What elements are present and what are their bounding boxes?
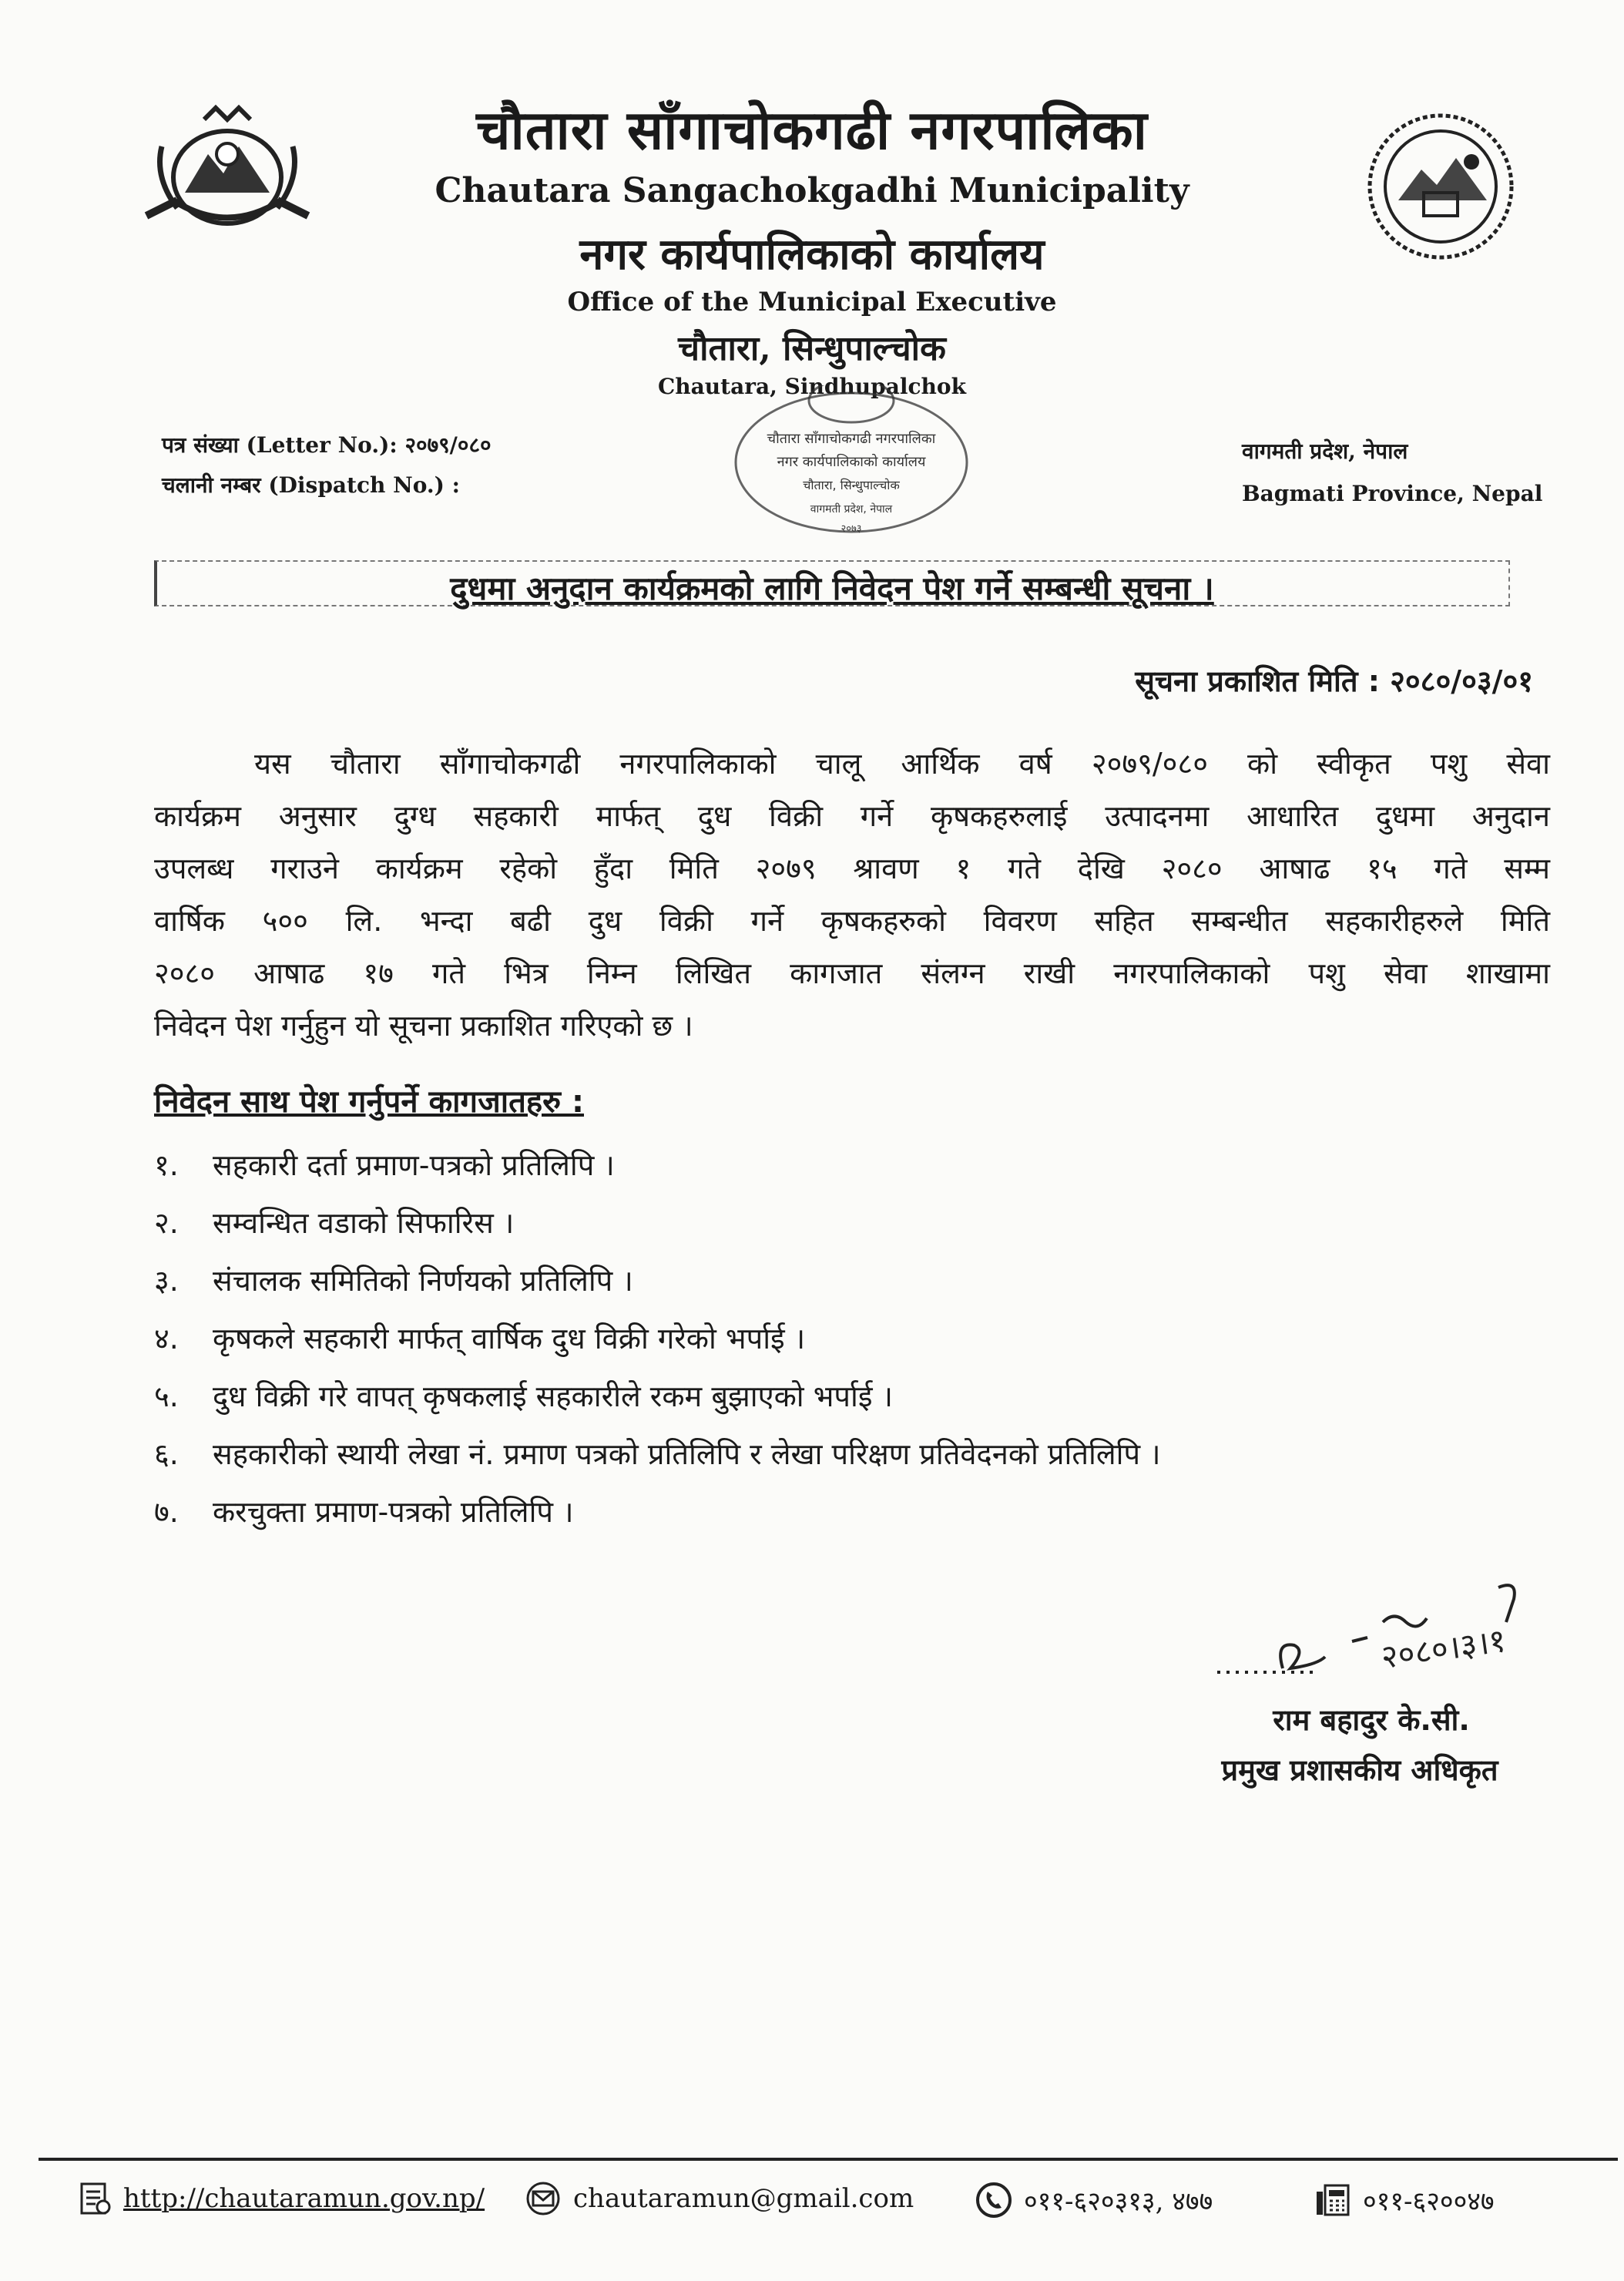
phone-icon <box>975 2181 1013 2219</box>
footer-divider <box>39 2158 1618 2161</box>
list-item-number: ३. <box>154 1264 179 1298</box>
address-english: Chautara, Sindhupalchok <box>658 374 966 399</box>
svg-text:२०७३: २०७३ <box>841 523 862 535</box>
municipality-title-nepali: चौतारा साँगाचोकगढी नगरपालिका <box>476 98 1148 162</box>
list-item <box>154 1491 573 1531</box>
list-item <box>154 1144 615 1184</box>
footer-fax <box>1314 2181 1495 2219</box>
body-line: २०८० आषाढ १७ गते भित्र निम्न लिखित कागजात संलग्न राखी नगरपालिकाको पशु सेवा शाखामा <box>154 956 1550 990</box>
list-item-number: ६. <box>154 1437 179 1471</box>
svg-text:नगर कार्यपालिकाको कार्यालय: नगर कार्यपालिकाको कार्यालय <box>777 454 926 470</box>
province-nepali: वागमती प्रदेश, नेपाल <box>1242 438 1408 464</box>
svg-text:वागमती प्रदेश, नेपाल: वागमती प्रदेश, नेपाल <box>810 503 893 516</box>
notice-subject: दुधमा अनुदान कार्यक्रमको लागि निवेदन पेश गर्ने सम्बन्धी सूचना । <box>450 569 1214 607</box>
dispatch-number: चलानी नम्बर (Dispatch No.) : <box>162 472 460 498</box>
documents-heading: निवेदन साथ पेश गर्नुपर्ने कागजातहरु : <box>154 1084 584 1120</box>
municipality-title-english: Chautara Sangachokgadhi Municipality <box>435 171 1189 210</box>
list-item-text: संचालक समितिको निर्णयको प्रतिलिपि । <box>213 1264 633 1298</box>
body-line: यस चौतारा साँगाचोकगढी नगरपालिकाको चालू आर्थिक वर्ष २०७९/०८० को स्वीकृत पशु सेवा <box>254 747 1550 781</box>
svg-text:२०८०।३।१: २०८०।३।१ <box>1378 1621 1508 1676</box>
list-item-text: दुध विक्री गरे वापत् कृषकलाई सहकारीले रकम बुझाएको भर्पाई । <box>213 1379 894 1413</box>
body-line: कार्यक्रम अनुसार दुग्ध सहकारी मार्फत् दुध विक्री गर्ने कृषकहरुलाई उत्पादनमा आधारित दुधमा अनुदान <box>154 799 1550 833</box>
body-line: निवेदन पेश गर्नुहुन यो सूचना प्रकाशित गरिएको छ । <box>154 1009 693 1043</box>
email-icon <box>524 2181 562 2216</box>
list-item <box>154 1202 514 1242</box>
list-item-number: ४. <box>154 1322 179 1355</box>
list-item <box>154 1260 633 1300</box>
phone-numbers: ०११-६२०३१३, ४७७ <box>1024 2186 1213 2217</box>
website-link[interactable]: http://chautaramun.gov.np/ <box>123 2183 485 2214</box>
office-title-english: Office of the Municipal Executive <box>567 287 1057 317</box>
footer-website <box>77 2181 485 2216</box>
handwritten-signature <box>1202 1564 1549 1695</box>
list-item-number: १. <box>154 1148 179 1182</box>
list-item <box>154 1376 893 1416</box>
list-item-text: कृषकले सहकारी मार्फत् वार्षिक दुध विक्री गरेको भर्पाई । <box>213 1322 806 1355</box>
list-item-text: करचुक्ता प्रमाण-पत्रको प्रतिलिपि । <box>213 1495 574 1529</box>
office-title-nepali: नगर कार्यपालिकाको कार्यालय <box>579 229 1045 280</box>
address-nepali: चौतारा, सिन्धुपाल्चोक <box>678 329 946 368</box>
list-item <box>154 1318 805 1358</box>
signatory-name: राम बहादुर के.सी. <box>1273 1703 1470 1737</box>
publication-date: सूचना प्रकाशित मिति : २०८०/०३/०१ <box>1135 664 1533 698</box>
list-item-number: ७. <box>154 1495 179 1529</box>
footer-email <box>524 2181 914 2216</box>
letter-number: पत्र संख्या (Letter No.): २०७९/०८० <box>162 432 492 458</box>
signatory-title: प्रमुख प्रशासकीय अधिकृत <box>1221 1753 1498 1787</box>
svg-text:चौतारा साँगाचोकगढी नगरपालिका: चौतारा साँगाचोकगढी नगरपालिका <box>767 431 936 447</box>
list-item-text: सहकारीको स्थायी लेखा नं. प्रमाण पत्रको प्रतिलिपि र लेखा परिक्षण प्रतिवेदनको प्रतिलिपि । <box>213 1437 1161 1471</box>
list-item-text: सम्वन्धित वडाको सिफारिस । <box>213 1206 515 1240</box>
footer-phone <box>975 2181 1213 2219</box>
list-item-number: २. <box>154 1206 179 1240</box>
list-item-number: ५. <box>154 1379 179 1413</box>
body-line: उपलब्ध गराउने कार्यक्रम रहेको हुँदा मिति २०७९ श्रावण १ गते देखि २०८० आषाढ १५ गते सम्म <box>154 852 1550 885</box>
province-english: Bagmati Province, Nepal <box>1242 481 1543 506</box>
web-icon <box>77 2181 112 2216</box>
body-line: वार्षिक ५०० लि. भन्दा बढी दुध विक्री गर्ने कृषकहरुको विवरण सहित सम्बन्धीत सहकारीहरुले मिति <box>154 904 1550 938</box>
email-address[interactable]: chautaramun@gmail.com <box>573 2183 914 2214</box>
fax-number: ०११-६२००४७ <box>1363 2186 1495 2217</box>
fax-icon <box>1314 2181 1352 2219</box>
office-stamp <box>724 385 978 570</box>
svg-text:चौतारा, सिन्धुपाल्चोक: चौतारा, सिन्धुपाल्चोक <box>803 478 900 492</box>
list-item <box>154 1433 1161 1473</box>
list-item-text: सहकारी दर्ता प्रमाण-पत्रको प्रतिलिपि । <box>213 1148 615 1182</box>
